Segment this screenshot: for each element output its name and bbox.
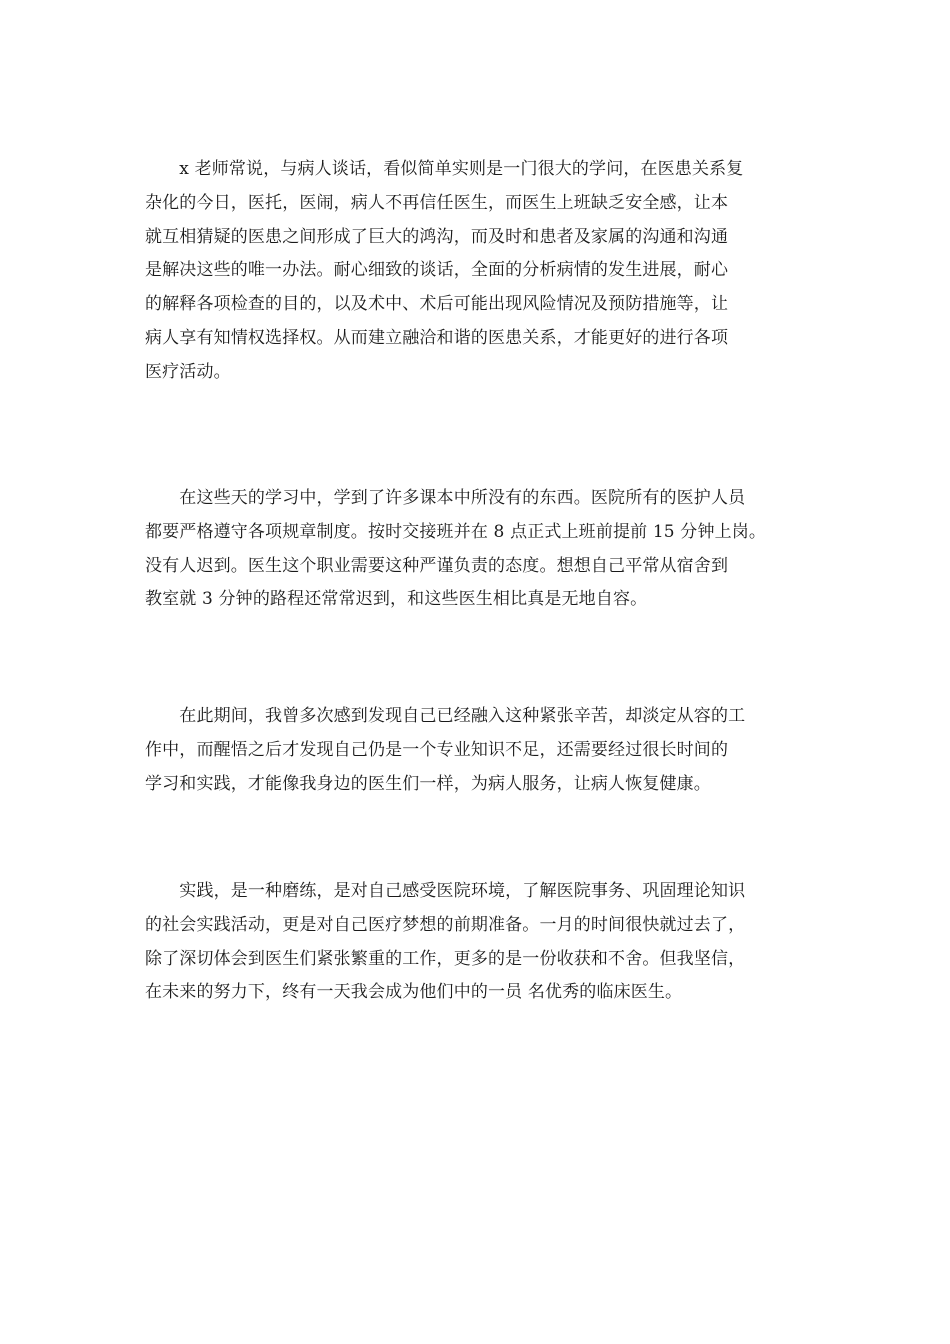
paragraph-line: 的解释各项检查的目的，以及术中、术后可能出现风险情况及预防措施等，让 <box>145 294 729 315</box>
paragraph-line: 病人享有知情权选择权。从而建立融洽和谐的医患关系，才能更好的进行各项 <box>145 327 729 348</box>
paragraph-line: 医疗活动。 <box>145 361 231 382</box>
paragraph-line: 杂化的今日，医托，医闹，病人不再信任医生，而医生上班缺乏安全感，让本 <box>145 192 729 213</box>
paragraph-2 <box>145 482 813 617</box>
paragraph-4 <box>145 875 813 1010</box>
paragraph-line: 实践，是一种磨练，是对自己感受医院环境，了解医院事务、巩固理论知识 <box>145 881 746 901</box>
paragraph-1 <box>145 153 813 390</box>
paragraph-line: 在这些天的学习中，学到了许多课本中所没有的东西。医院所有的医护人员 <box>145 488 746 508</box>
paragraph-line: 教室就 3 分钟的路程还常常迟到，和这些医生相比真是无地自容。 <box>145 589 648 610</box>
paragraph-line: 的社会实践活动，更是对自己医疗梦想的前期准备。一月的时间很快就过去了， <box>145 914 746 935</box>
paragraph-line: 在未来的努力下，终有一天我会成为他们中的一员 名优秀的临床医生。 <box>145 982 683 1003</box>
paragraph-line: 作中，而醒悟之后才发现自己仍是一个专业知识不足，还需要经过很长时间的 <box>145 739 729 760</box>
paragraph-line: x 老师常说，与病人谈话，看似简单实则是一门很大的学问，在医患关系复 <box>145 159 744 179</box>
paragraph-line: 没有人迟到。医生这个职业需要这种严谨负责的态度。想想自己平常从宿舍到 <box>145 555 729 576</box>
paragraph-line: 是解决这些的唯一办法。耐心细致的谈话，全面的分析病情的发生进展，耐心 <box>145 260 729 281</box>
paragraph-line: 都要严格遵守各项规章制度。按时交接班并在 8 点正式上班前提前 15 分钟上岗。 <box>145 521 767 542</box>
paragraph-3 <box>145 700 813 801</box>
paragraph-line: 就互相猜疑的医患之间形成了巨大的鸿沟，而及时和患者及家属的沟通和沟通 <box>145 226 729 247</box>
paragraph-line: 学习和实践，才能像我身边的医生们一样，为病人服务，让病人恢复健康。 <box>145 773 711 794</box>
paragraph-line: 在此期间，我曾多次感到发现自己已经融入这种紧张辛苦，却淡定从容的工 <box>145 706 746 726</box>
paragraph-line: 除了深切体会到医生们紧张繁重的工作，更多的是一份收获和不舍。但我坚信， <box>145 948 746 969</box>
